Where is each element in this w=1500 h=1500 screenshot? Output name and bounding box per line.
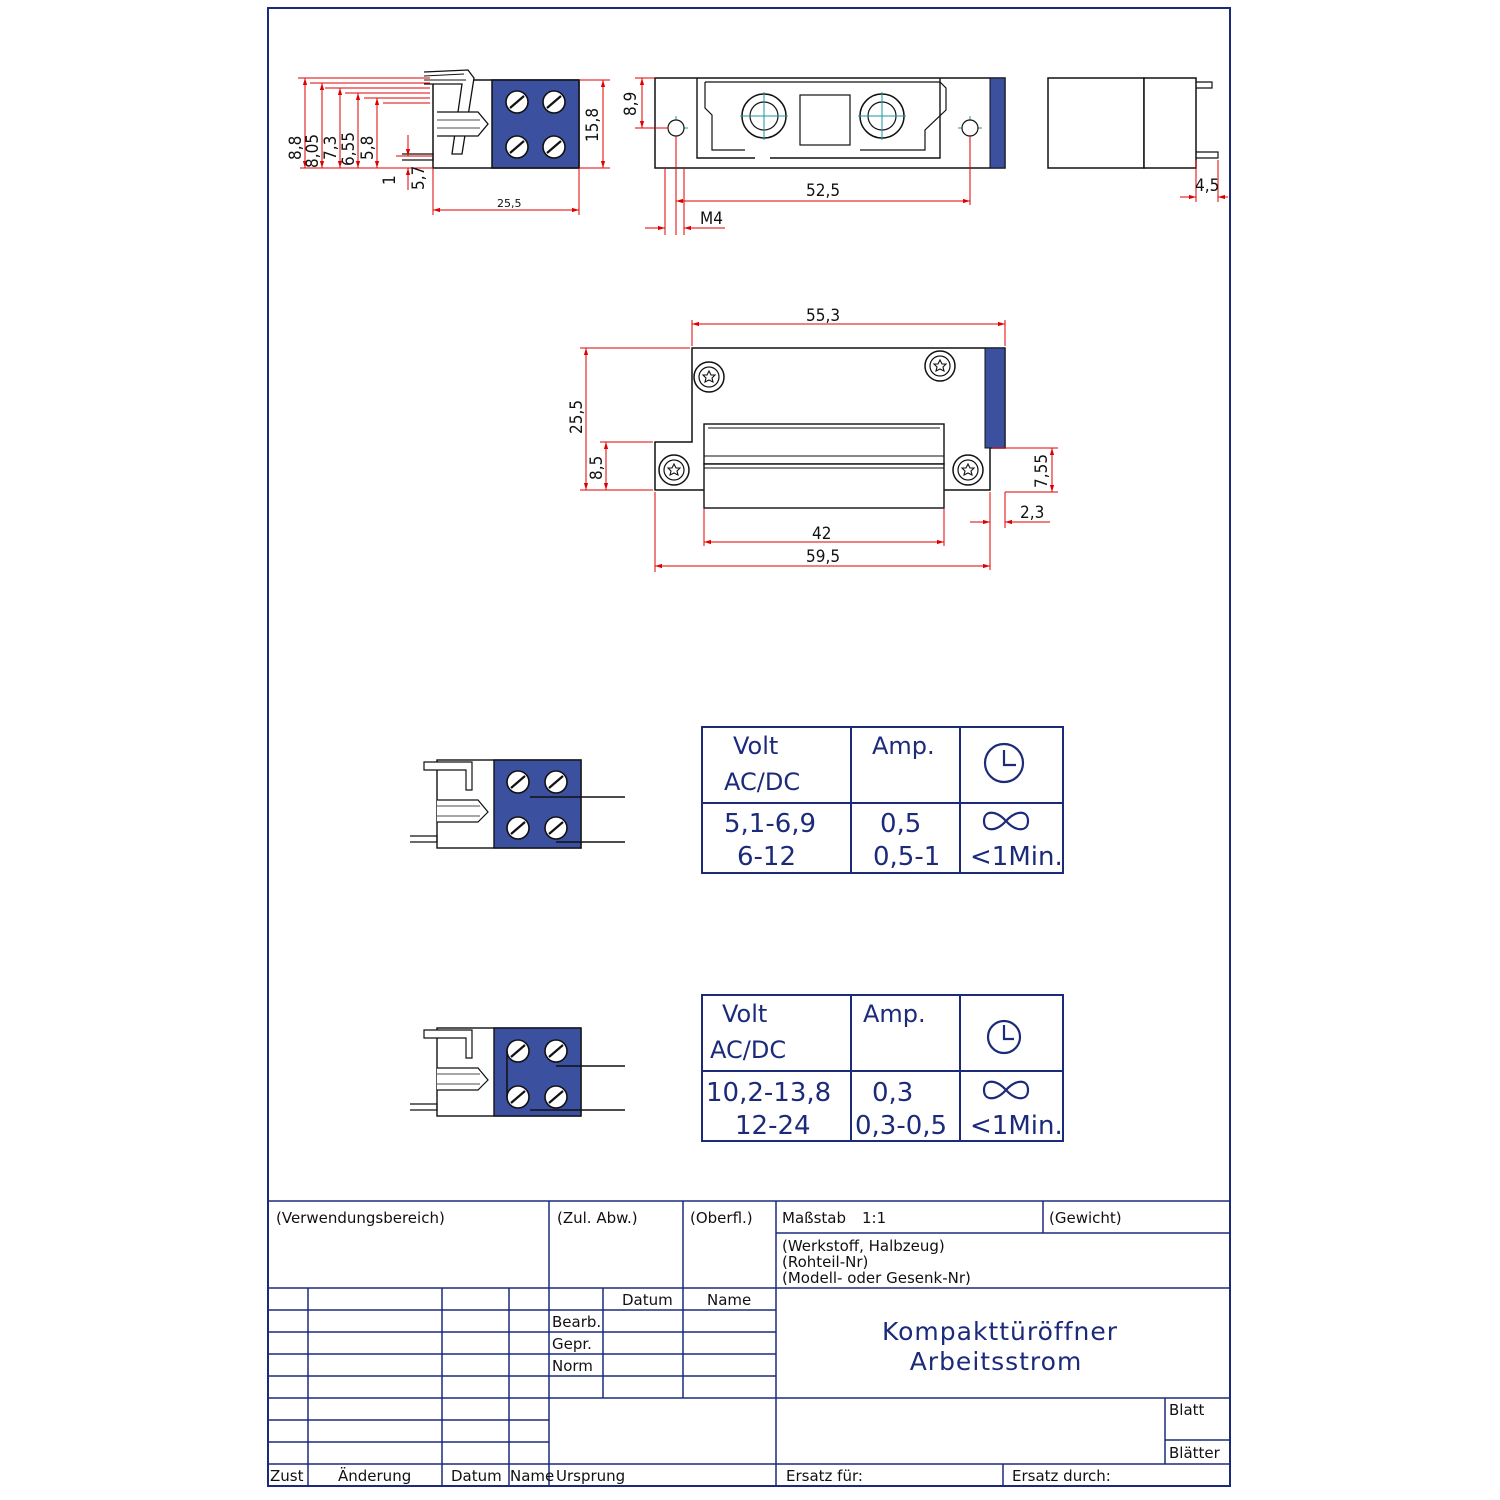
modell-label: (Modell- oder Gesenk-Nr) [782,1269,971,1287]
gewicht-label: (Gewicht) [1049,1209,1122,1227]
time-value-2: <1Min. [970,842,1063,872]
drawing-subtitle: Arbeitsstrom [909,1347,1083,1376]
screw-icon [507,771,529,793]
clock-icon [988,1021,1020,1053]
dim-25-5: 25,5 [497,197,522,210]
volt-value-1: 5,1-6,9 [724,809,817,839]
screw-icon [543,91,565,113]
oberfl-label: (Oberfl.) [690,1209,753,1227]
end-view [1048,78,1228,202]
screw-icon [507,1086,529,1108]
ersatz-fuer-label: Ersatz für: [786,1467,863,1485]
dim-8-5: 8,5 [587,455,607,480]
massstab-value: 1:1 [862,1209,887,1227]
amp-header: Amp. [863,1000,926,1028]
time-value-2: <1Min. [970,1111,1063,1141]
dim-7-3: 7,3 [321,135,341,160]
zul-abw-label: (Zul. Abw.) [557,1209,638,1227]
dim-15-8: 15,8 [583,107,603,142]
name-footer-label: Name [510,1467,555,1485]
screw-icon [545,817,567,839]
acdc-header: AC/DC [710,1036,787,1064]
top-view [286,70,610,215]
verwendungsbereich-label: (Verwendungsbereich) [276,1209,445,1227]
acdc-header: AC/DC [724,768,801,796]
rohteil-label: (Rohteil-Nr) [782,1253,869,1271]
screw-icon [507,1040,529,1062]
volt-value-2: 12-24 [735,1111,811,1141]
norm-label: Norm [552,1357,593,1375]
blaetter-label: Blätter [1169,1444,1220,1462]
dim-6-55: 6,55 [339,131,359,166]
datum-footer-label: Datum [451,1467,502,1485]
dim-5-8: 5,8 [358,135,378,160]
screw-icon [545,1086,567,1108]
wiring-diagram-1 [410,760,625,848]
screw-icon [543,136,565,158]
infinity-icon [984,1082,1028,1099]
amp-value-2: 0,3-0,5 [855,1111,948,1141]
aenderung-label: Änderung [338,1467,412,1485]
clock-icon [985,744,1023,782]
amp-value-1: 0,3 [872,1078,914,1108]
massstab-label: Maßstab [782,1209,846,1227]
ersatz-durch-label: Ersatz durch: [1012,1467,1111,1485]
amp-value-1: 0,5 [880,809,922,839]
screw-icon [507,817,529,839]
infinity-icon [984,813,1028,830]
amp-value-2: 0,5-1 [873,842,941,872]
dim-8-8: 8,8 [286,135,306,160]
dim-4-5: 4,5 [1195,176,1220,196]
dim-5-7: 5,7 [409,165,429,190]
dim-55-3: 55,3 [806,306,841,326]
spec-table-1 [702,727,1063,873]
dim-7-55: 7,55 [1032,453,1052,488]
wiring-diagram-2 [410,1028,625,1116]
drawing-title: Kompakttüröffner [881,1317,1119,1346]
torx-screw-icon [694,362,724,392]
volt-value-1: 10,2-13,8 [706,1078,832,1108]
dim-1: 1 [380,175,400,185]
werkstoff-label: (Werkstoff, Halbzeug) [782,1237,945,1255]
dim-8-9: 8,9 [621,91,641,116]
dim-42: 42 [812,524,832,544]
dim-59-5: 59,5 [806,547,841,567]
screw-icon [545,771,567,793]
terminal-block [492,80,579,168]
blatt-label: Blatt [1169,1401,1205,1419]
volt-value-2: 6-12 [737,842,797,872]
amp-header: Amp. [872,732,935,760]
torx-screw-icon [925,351,955,381]
datum-header: Datum [622,1291,673,1309]
dim-25-5-main: 25,5 [567,399,587,434]
spec-table-2 [702,995,1063,1141]
front-view [621,78,1005,235]
gepr-label: Gepr. [552,1335,592,1353]
main-view [567,306,1058,572]
torx-screw-icon [659,455,689,485]
screw-icon [545,1040,567,1062]
dim-m4: M4 [700,209,723,229]
name-header: Name [707,1291,752,1309]
zust-label: Zust [270,1467,304,1485]
volt-header: Volt [722,1000,768,1028]
bearb-label: Bearb. [552,1313,602,1331]
torx-screw-icon [953,455,983,485]
volt-header: Volt [733,732,779,760]
ursprung-label: Ursprung [556,1467,626,1485]
screw-icon [506,91,528,113]
dim-2-3: 2,3 [1020,503,1045,523]
dim-8-05: 8,05 [303,133,323,168]
screw-icon [506,136,528,158]
dim-52-5: 52,5 [806,181,841,201]
